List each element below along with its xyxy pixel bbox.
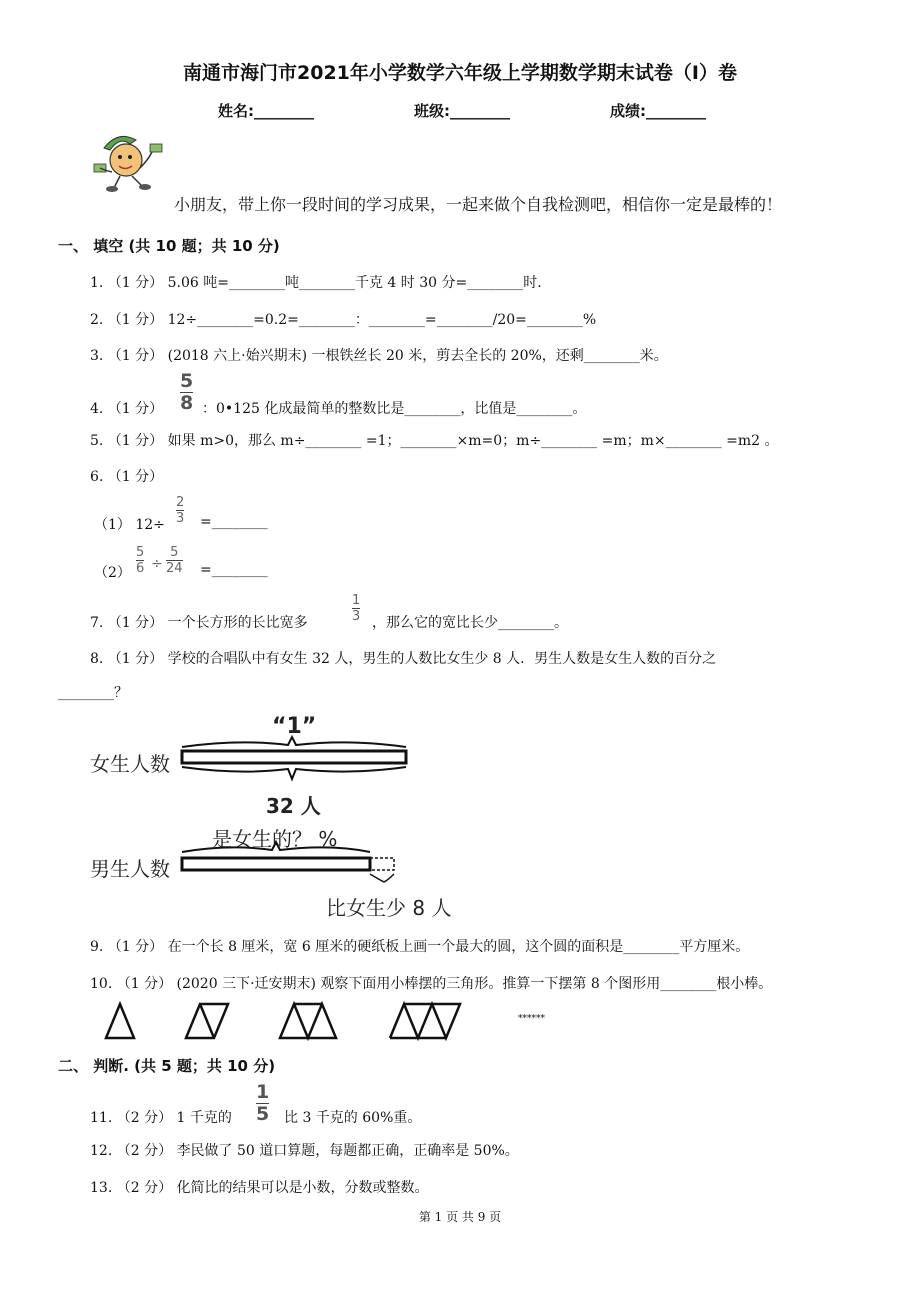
girls-bar [180,735,410,795]
fraction-numerator: 2 [176,495,185,510]
diagram-one-label: “1” [272,714,317,739]
mascot-illustration [90,128,170,194]
greeting-text: 小朋友，带上你一段时间的学习成果，一起来做个自我检测吧，相信你一定是最棒的！ [174,195,783,214]
question-7-prefix: 7. （1 分） 一个长方形的长比宽多 [90,615,308,631]
fraction-denominator: 8 [180,392,194,414]
fraction-numerator: 1 [352,593,361,608]
question-11-fraction [256,1083,269,1124]
question-6-1-answer: =________ [200,514,268,530]
question-6-2-fraction-a [136,546,144,575]
question-6-1-fraction [176,496,184,525]
section-2-heading: 二、 判断. (共 5 题；共 10 分) [58,1057,276,1075]
diagram-boys-label: 男生人数 [90,857,170,881]
diagram-girls-label: 女生人数 [90,752,170,776]
fraction-denominator: 24 [166,561,183,576]
question-7-fraction [352,594,360,623]
fraction-denominator: 3 [176,511,185,526]
question-6-2-prefix: （2） [94,565,131,581]
fraction-numerator: 5 [170,545,179,560]
question-4-text: ：0•125 化成最简单的整数比是________，比值是________。 [202,401,587,417]
diagram-girls-count: 32 人 [266,794,321,818]
division-sign: ÷ [151,556,163,572]
question-8-line-2: ________？ [58,685,128,701]
boys-bar [180,840,410,890]
question-10-ellipsis: ****** [518,1014,545,1024]
class-field-label: 班级:________ [414,102,510,120]
question-4-number: 4. （1 分） [90,401,164,417]
question-11-prefix: 11. （2 分） 1 千克的 [90,1110,232,1126]
question-6-1-prefix: （1） 12÷ [94,517,165,533]
section-1-heading: 一、 填空 (共 10 题；共 10 分) [58,237,280,255]
stick-triangles-figure [100,1000,500,1042]
question-8-line-1: 8. （1 分） 学校的合唱队中有女生 32 人，男生的人数比女生少 8 人．男生人数是女生人数的百分之 [90,651,717,667]
question-6: 6. （1 分） [90,469,164,485]
fraction-numerator: 1 [256,1081,270,1103]
question-4-fraction [180,372,193,413]
page-footer: 第 1 页 共 9 页 [418,1210,502,1224]
question-13: 13. （2 分） 化简比的结果可以是小数，分数或整数。 [90,1180,429,1196]
question-7-suffix: ，那么它的宽比长少________。 [372,615,568,631]
diagram-boys-question: 是女生的？ % [212,827,338,851]
question-6-2-answer: =________ [200,562,268,578]
fraction-denominator: 3 [352,609,361,624]
fraction-denominator: 5 [256,1103,270,1125]
question-12: 12. （2 分） 李民做了 50 道口算题，每题都正确，正确率是 50%。 [90,1143,519,1159]
question-5: 5. （1 分） 如果 m>0，那么 m÷________ =1；________×m=0；m÷________ =m；m×________ =m2 。 [90,433,779,449]
question-11-suffix: 比 3 千克的 60%重。 [284,1110,422,1126]
question-6-2-fraction-b [166,546,183,575]
question-2: 2. （1 分） 12÷________=0.2=________：________=________/20=________% [90,312,597,328]
diagram-less-label: 比女生少 8 人 [326,896,452,920]
score-field-label: 成绩:________ [610,102,706,120]
name-field-label: 姓名:________ [218,102,314,120]
fraction-numerator: 5 [180,370,194,392]
question-10: 10. （1 分） (2020 三下·迁安期末) 观察下面用小棒摆的三角形。推算一下摆第 8 个图形用________根小棒。 [90,976,773,992]
question-9: 9. （1 分） 在一个长 8 厘米，宽 6 厘米的硬纸板上画一个最大的圆，这个圆的面积是________平方厘米。 [90,939,750,955]
fraction-numerator: 5 [136,545,145,560]
page-title: 南通市海门市2021年小学数学六年级上学期数学期末试卷（I）卷 [183,62,737,84]
fraction-denominator: 6 [136,561,145,576]
question-1: 1. （1 分） 5.06 吨=________吨________千克 4 时 30 分=________时. [90,275,542,291]
question-3: 3. （1 分） (2018 六上·始兴期末) 一根铁丝长 20 米，剪去全长的 20%，还剩________米。 [90,348,668,364]
